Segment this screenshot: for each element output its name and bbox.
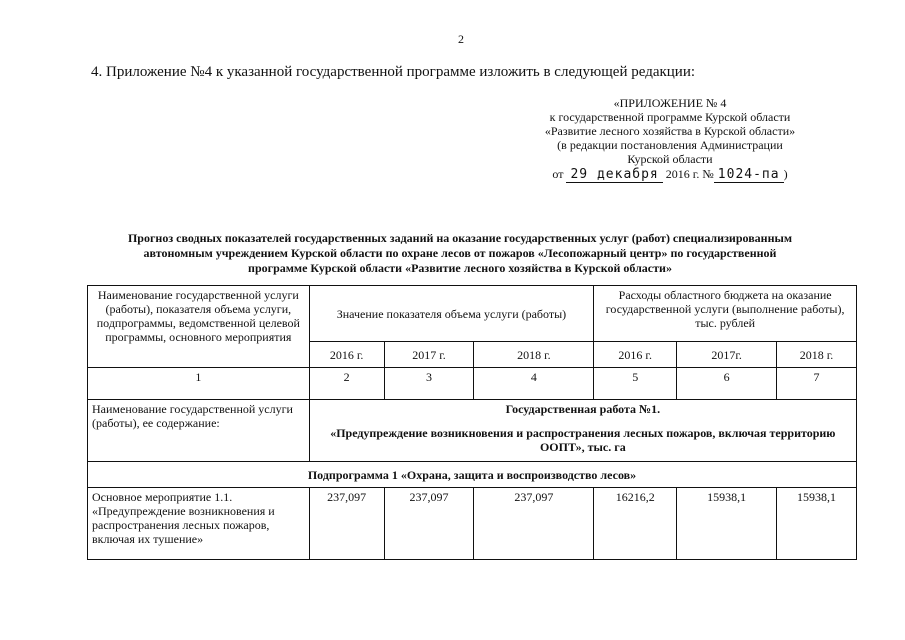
title-line: автономным учреждением Курской области по охране лесов от пожаров «Лесопожарный центр» по государственной: [143, 246, 777, 260]
page-number: 2: [458, 32, 464, 46]
document-title: [100, 231, 820, 276]
column-number: 1: [88, 368, 310, 400]
activity-value: 237,097: [384, 488, 474, 560]
work-description-cell: [309, 400, 856, 462]
header-service-name: Наименование государственной услуги (работы), показателя объема услуги, подпрограммы, ведомственной целевой программы, основного мероприятия: [88, 286, 310, 368]
appendix-line: «Развитие лесного хозяйства в Курской области»: [544, 124, 796, 138]
header-volume: Значение показателя объема услуги (работы): [309, 286, 594, 342]
year-cell: 2016 г.: [309, 342, 384, 368]
activity-value: 237,097: [474, 488, 594, 560]
activity-value: 237,097: [309, 488, 384, 560]
year-cell: 2018 г.: [777, 342, 857, 368]
year-cell: 2018 г.: [474, 342, 594, 368]
appendix-header: [520, 96, 820, 183]
column-number: 5: [594, 368, 677, 400]
table-row: [88, 488, 857, 560]
date-suffix: ): [783, 167, 788, 181]
date-day-month: 29 декабря: [566, 168, 662, 183]
work-description: «Предупреждение возникновения и распространения лесных пожаров, включая территорию ООПТ», тыс. га: [330, 426, 836, 454]
activity-name: Основное мероприятие 1.1. «Предупреждение возникновения и распространения лесных пожаров, включая их тушение»: [88, 488, 310, 560]
activity-value: 15938,1: [777, 488, 857, 560]
date-prefix: от: [552, 167, 564, 181]
appendix-line: «ПРИЛОЖЕНИЕ № 4: [613, 96, 727, 110]
header-expenses: Расходы областного бюджета на оказание государственной услуги (выполнение работы), тыс. рублей: [594, 286, 857, 342]
activity-value: 15938,1: [677, 488, 777, 560]
document-number: 1024-па: [714, 168, 784, 183]
service-label-cell: Наименование государственной услуги (работы), ее содержание:: [88, 400, 310, 462]
column-number: 3: [384, 368, 474, 400]
appendix-line: Курской области: [627, 152, 713, 166]
year-cell: 2016 г.: [594, 342, 677, 368]
year-cell: 2017г.: [677, 342, 777, 368]
work-title: Государственная работа №1.: [505, 402, 661, 416]
column-number: 2: [309, 368, 384, 400]
intro-paragraph: 4. Приложение №4 к указанной государственной программе изложить в следующей редакции:: [91, 64, 696, 80]
title-line: Прогноз сводных показателей государственных заданий на оказание государственных услуг (работ) специализированным: [127, 231, 793, 245]
date-year: 2016 г. №: [665, 167, 714, 181]
column-number: 6: [677, 368, 777, 400]
appendix-line: к государственной программе Курской области: [549, 110, 791, 124]
appendix-line: (в редакции постановления Администрации: [557, 138, 783, 152]
activity-value: 16216,2: [594, 488, 677, 560]
year-cell: 2017 г.: [384, 342, 474, 368]
column-number: 4: [474, 368, 594, 400]
title-line: программе Курской области «Развитие лесного хозяйства в Курской области»: [248, 261, 672, 275]
appendix-date-line: [520, 167, 820, 183]
subprogram-row: Подпрограмма 1 «Охрана, защита и воспроизводство лесов»: [88, 462, 857, 488]
column-number: 7: [777, 368, 857, 400]
forecast-table: [87, 285, 857, 560]
